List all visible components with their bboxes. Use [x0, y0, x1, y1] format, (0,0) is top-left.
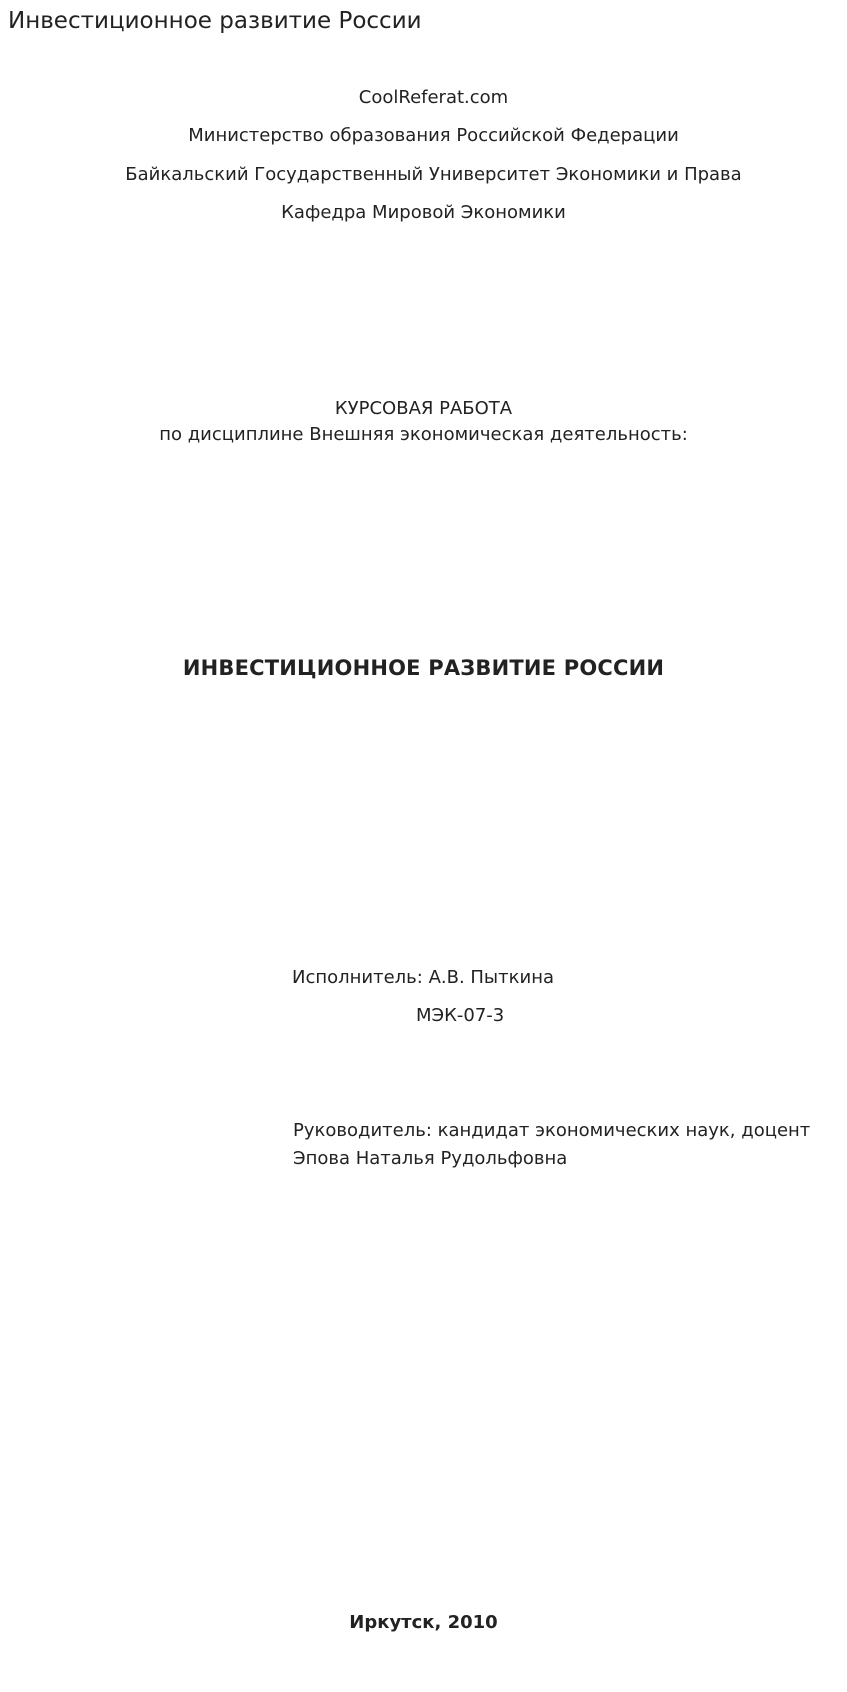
- department-name: Кафедра Мировой Экономики: [281, 202, 566, 223]
- university-name: Байкальский Государственный Университет Экономики и Права: [125, 164, 742, 185]
- work-type: КУРСОВАЯ РАБОТА: [334, 398, 513, 419]
- source-site: CoolReferat.com: [358, 87, 509, 108]
- discipline: по дисциплине Внешняя экономическая деятельность:: [159, 424, 688, 445]
- ministry-name: Министерство образования Российской Федерации: [188, 125, 679, 146]
- page-heading: Инвестиционное развитие России: [8, 8, 422, 34]
- document-title: ИНВЕСТИЦИОННОЕ РАЗВИТИЕ РОССИИ: [182, 656, 665, 680]
- performer: Исполнитель: А.В. Пыткина: [292, 967, 555, 988]
- student-group: МЭК-07-3: [416, 1005, 505, 1026]
- supervisor-title: Руководитель: кандидат экономических наук, доцент: [293, 1120, 811, 1141]
- supervisor-name: Эпова Наталья Рудольфовна: [293, 1148, 568, 1169]
- city-year: Иркутск, 2010: [349, 1612, 498, 1633]
